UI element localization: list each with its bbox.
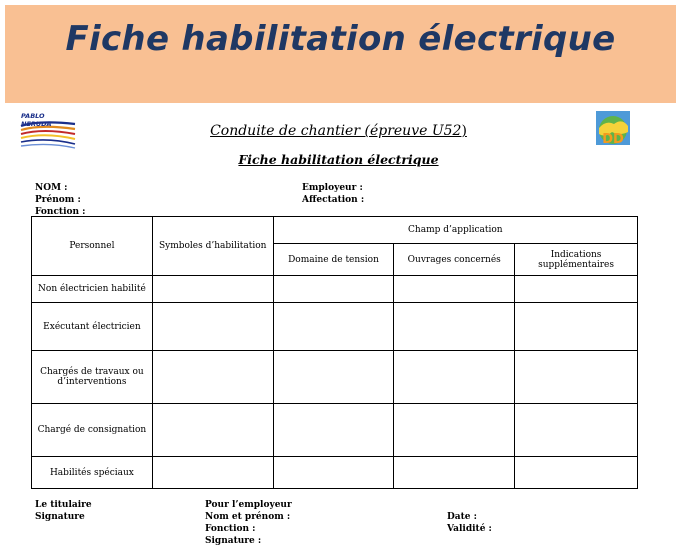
table-cell[interactable] (273, 404, 394, 457)
table-cell[interactable] (394, 351, 515, 404)
table-cell[interactable] (273, 303, 394, 351)
header-symboles: Symboles d’habilitation (152, 217, 273, 276)
table-row (32, 404, 638, 457)
header-domaine: Domaine de tension (273, 244, 394, 276)
prenom-label: Prénom : (35, 195, 81, 205)
employer-signature-block (205, 499, 292, 547)
table-cell[interactable] (515, 351, 638, 404)
table-header-row (32, 217, 638, 244)
employeur-label: Employeur : (302, 183, 363, 193)
habilitation-table (31, 216, 638, 489)
exam-title (0, 123, 677, 139)
table-cell[interactable] (273, 457, 394, 489)
header-personnel: Personnel (32, 217, 153, 276)
exam-title-paren: ) (461, 123, 467, 139)
identity-fields (35, 182, 86, 218)
logo-brand-text: PABLO NERUDA (21, 112, 52, 128)
form-subtitle: Fiche habilitation électrique (238, 152, 439, 167)
nom-prenom-label: Nom et prénom : (205, 512, 291, 522)
header-ouvrages: Ouvrages concernés (394, 244, 515, 276)
employer-signature-label: Signature : (205, 536, 262, 546)
dd-logo-text: DD (602, 132, 624, 147)
banner-title: Fiche habilitation électrique (65, 19, 616, 59)
table-cell[interactable] (515, 404, 638, 457)
table-row (32, 457, 638, 489)
table-cell[interactable] (394, 404, 515, 457)
validity-block (447, 511, 492, 535)
table-cell[interactable] (152, 276, 273, 303)
nom-label: NOM : (35, 183, 68, 193)
table-cell[interactable] (515, 457, 638, 489)
row-label: Chargé de consignation (32, 404, 153, 457)
table-cell[interactable] (394, 276, 515, 303)
table-cell[interactable] (152, 457, 273, 489)
row-label: Non électricien habilité (32, 276, 153, 303)
titulaire-signature-label: Signature (35, 512, 85, 522)
table-cell[interactable] (394, 457, 515, 489)
titulaire-label: Le titulaire (35, 500, 92, 510)
header-champ: Champ d’application (273, 217, 637, 244)
table-row (32, 351, 638, 404)
exam-title-text: Conduite de chantier (épreuve U52 (210, 123, 462, 139)
pour-employeur-label: Pour l’employeur (205, 500, 292, 510)
table-cell[interactable] (515, 276, 638, 303)
table-row (32, 276, 638, 303)
table-cell[interactable] (394, 303, 515, 351)
titulaire-block (35, 499, 92, 523)
employer-fields (302, 182, 364, 206)
row-label: Chargés de travaux ou d’interventions (32, 351, 153, 404)
header-indications: Indications supplémentaires (515, 244, 638, 276)
table-cell[interactable] (152, 404, 273, 457)
date-label: Date : (447, 512, 477, 522)
row-label: Habilités spéciaux (32, 457, 153, 489)
table-cell[interactable] (152, 351, 273, 404)
table-cell[interactable] (273, 276, 394, 303)
title-banner (5, 5, 676, 103)
table-cell[interactable] (515, 303, 638, 351)
employer-fonction-label: Fonction : (205, 524, 256, 534)
validite-label: Validité : (447, 524, 492, 534)
affectation-label: Affectation : (302, 195, 365, 205)
table-cell[interactable] (273, 351, 394, 404)
table-cell[interactable] (152, 303, 273, 351)
row-label: Exécutant électricien (32, 303, 153, 351)
fonction-label: Fonction : (35, 207, 86, 217)
table-row (32, 303, 638, 351)
